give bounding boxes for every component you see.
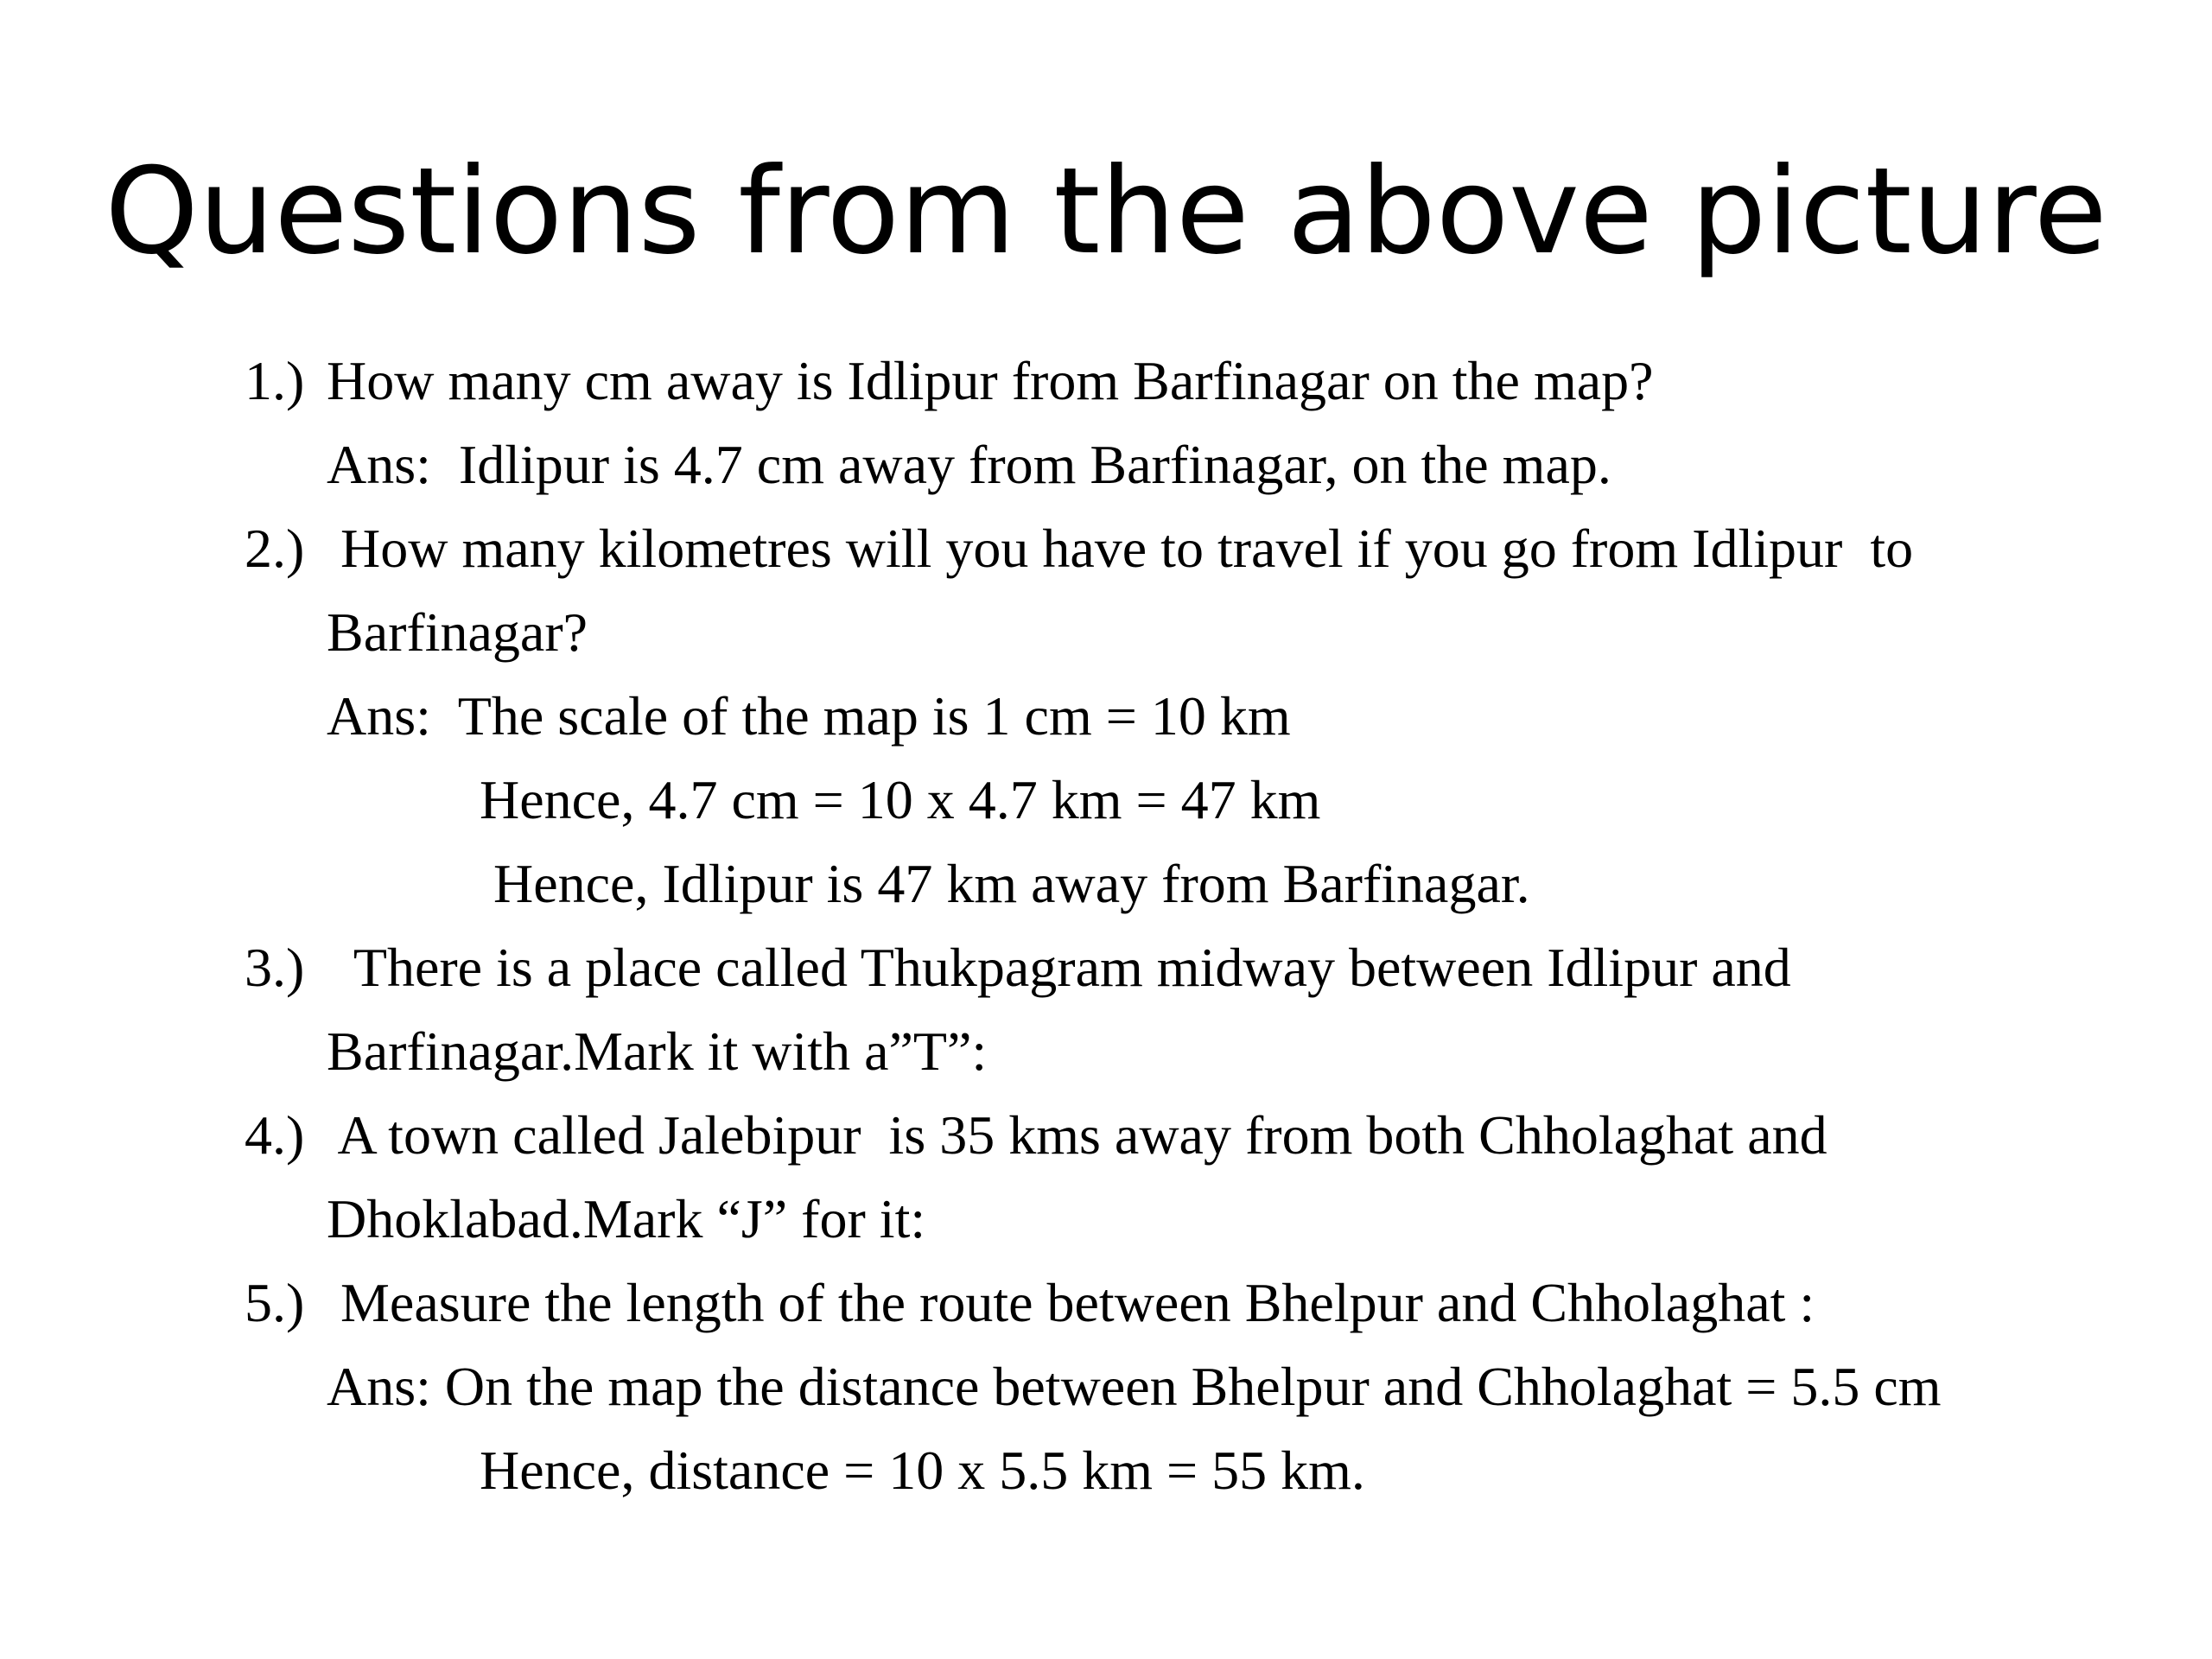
question-1-number: 1.) <box>245 350 305 411</box>
question-2-answer-line-2: Hence, 4.7 cm = 10 x 4.7 km = 47 km <box>480 769 1321 830</box>
question-5-answer-line-2: Hence, distance = 10 x 5.5 km = 55 km. <box>480 1440 1365 1501</box>
question-2-answer-line-3: Hence, Idlipur is 47 km away from Barfinagar. <box>480 853 1530 914</box>
question-2-answer-line-1: Ans: The scale of the map is 1 cm = 10 km <box>327 685 1291 747</box>
question-5-answer-line-1: Ans: On the map the distance between Bhelpur and Chholaghat = 5.5 cm <box>327 1356 1942 1417</box>
question-4-number: 4.) <box>245 1104 305 1166</box>
question-5-text: Measure the length of the route between Bhelpur and Chholaghat : <box>327 1272 1815 1333</box>
question-4-text-line-2: Dhoklabad.Mark “J” for it: <box>327 1188 926 1249</box>
question-3-text-line-1: There is a place called Thukpagram midway between Idlipur and <box>327 937 1791 998</box>
question-2-text-line-1: How many kilometres will you have to travel if you go from Idlipur to <box>327 518 1914 579</box>
question-1-answer: Ans: Idlipur is 4.7 cm away from Barfinagar, on the map. <box>327 434 1611 495</box>
question-2-text-line-2: Barfinagar? <box>327 601 588 663</box>
question-4-text-line-1: A town called Jalebipur is 35 kms away from both Chholaghat and <box>327 1104 1827 1166</box>
question-3-number: 3.) <box>245 937 305 998</box>
question-3-text-line-2: Barfinagar.Mark it with a”T”: <box>327 1020 988 1082</box>
question-5-number: 5.) <box>245 1272 305 1333</box>
question-1-text: How many cm away is Idlipur from Barfinagar on the map? <box>327 350 1654 411</box>
question-2-number: 2.) <box>245 518 305 579</box>
slide-title: Questions from the above picture <box>105 142 2107 281</box>
